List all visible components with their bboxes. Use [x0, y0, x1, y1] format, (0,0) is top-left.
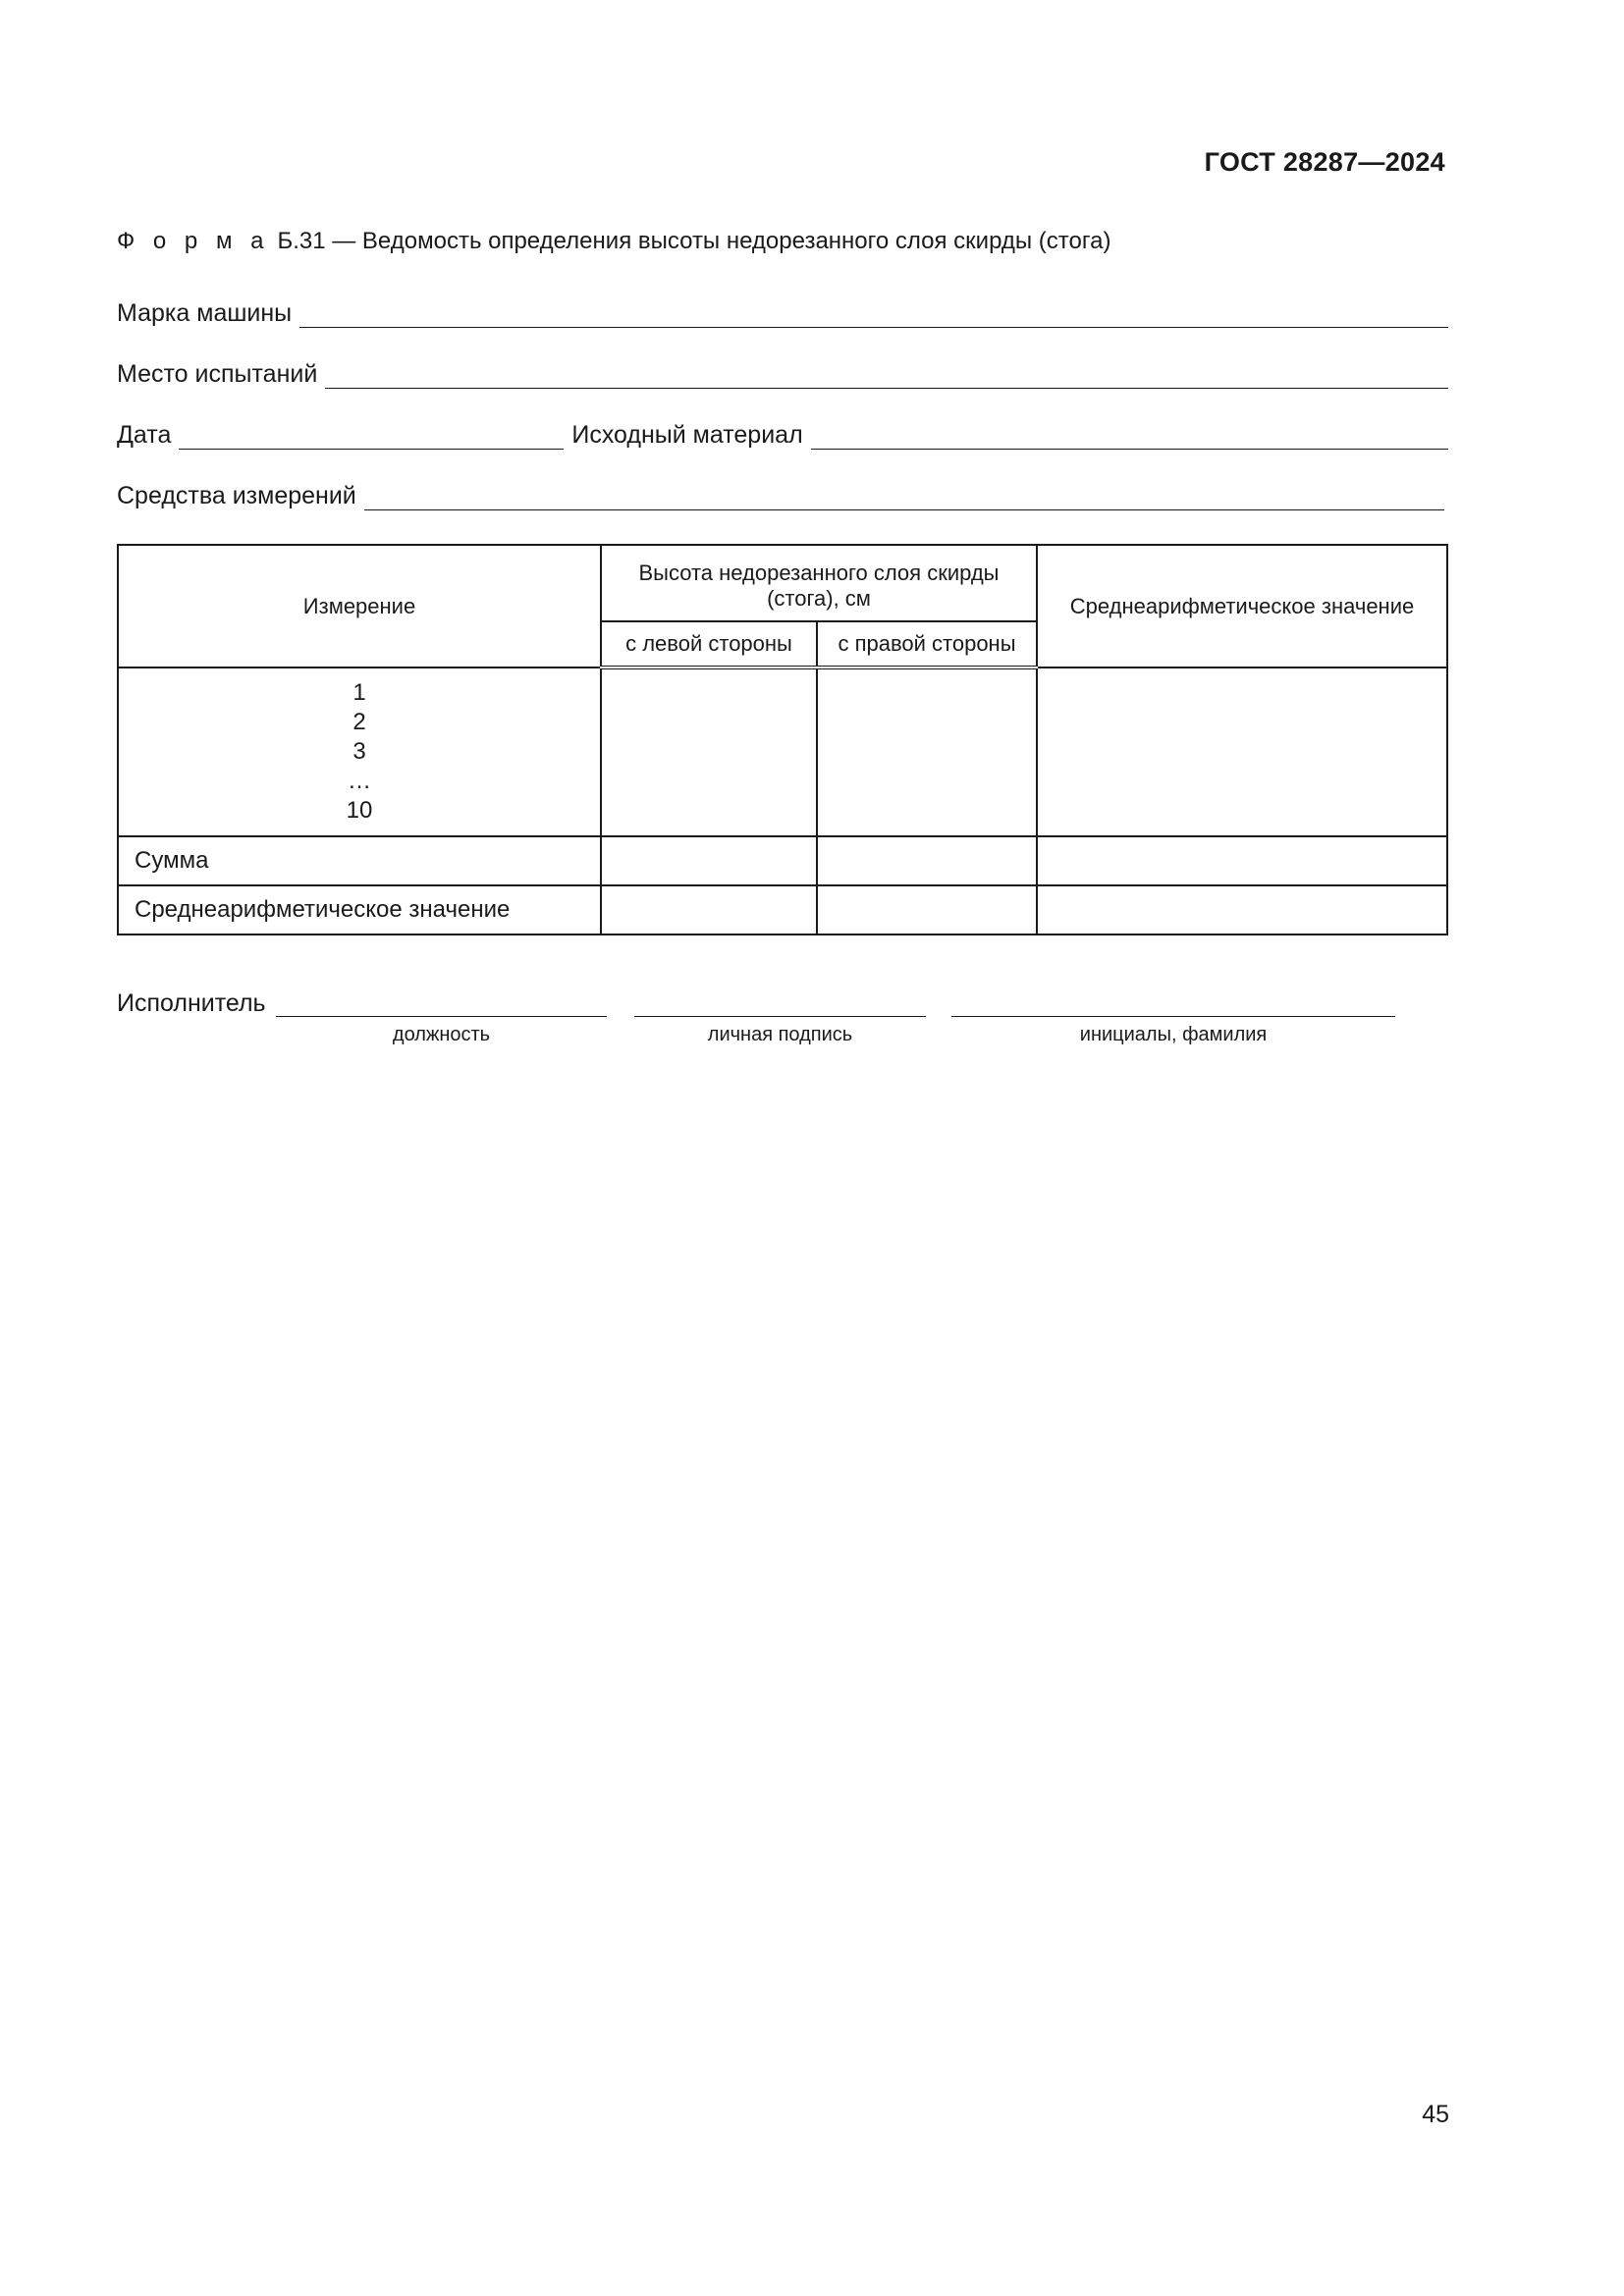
table-row	[118, 885, 1447, 934]
signature-caption: личная подпись	[707, 1024, 853, 1045]
source-material-label: Исходный материал	[571, 421, 803, 449]
header-measurement: Измерение	[118, 545, 601, 667]
machine-brand-label: Марка машины	[117, 299, 293, 327]
right-side-values-cell	[817, 667, 1037, 836]
position-caption: должность	[392, 1024, 491, 1045]
measurement-table	[117, 544, 1448, 935]
name-blank	[951, 1016, 1395, 1017]
sum-label: Сумма	[118, 836, 601, 885]
header-left-side: с левой стороны	[601, 621, 817, 667]
header-mean-value: Среднеарифметическое значение	[1037, 545, 1447, 667]
measuring-means-label: Средства измерений	[117, 482, 356, 509]
executor-label: Исполнитель	[117, 989, 266, 1017]
header-height-group: Высота недорезанного слоя скирды (стога), см	[601, 545, 1037, 621]
date-blank	[179, 423, 564, 450]
row-number: 1	[352, 679, 366, 706]
row-number: 10	[346, 797, 373, 824]
mean-values-cell	[1037, 667, 1447, 836]
test-place-blank	[325, 362, 1448, 389]
signature-blank	[634, 1016, 926, 1017]
sum-left-cell	[601, 836, 817, 885]
mean-right-cell	[817, 885, 1037, 934]
row-number: 2	[352, 709, 366, 735]
form-title-prefix: Ф о р м а	[117, 228, 270, 254]
row-number: 3	[352, 738, 366, 765]
page-number: 45	[1422, 2101, 1449, 2128]
standard-code: ГОСТ 28287—2024	[1204, 147, 1445, 177]
row-number: …	[348, 768, 371, 794]
form-title	[117, 228, 1110, 255]
date-material-field	[117, 416, 1448, 450]
table-row	[118, 836, 1447, 885]
name-caption: инициалы, фамилия	[1079, 1024, 1268, 1045]
machine-brand-field	[117, 294, 1448, 328]
test-place-label: Место испытаний	[117, 360, 318, 388]
left-side-values-cell	[601, 667, 817, 836]
source-material-blank	[811, 423, 1448, 450]
header-right-side: с правой стороны	[817, 621, 1037, 667]
measuring-means-blank	[364, 484, 1444, 510]
date-label: Дата	[117, 421, 172, 449]
mean-left-cell	[601, 885, 817, 934]
position-blank	[276, 1016, 607, 1017]
table-header-row-1	[118, 545, 1447, 621]
table-row	[118, 667, 1447, 836]
sum-right-cell	[817, 836, 1037, 885]
mean-label: Среднеарифметическое значение	[118, 885, 601, 934]
measurement-numbers-cell	[118, 667, 601, 836]
machine-brand-blank	[299, 301, 1448, 328]
sum-mean-cell	[1037, 836, 1447, 885]
measuring-means-field	[117, 477, 1444, 510]
form-title-text: Б.31 — Ведомость определения высоты недорезанного слоя скирды (стога)	[277, 228, 1111, 254]
test-place-field	[117, 355, 1448, 389]
mean-mean-cell	[1037, 885, 1447, 934]
